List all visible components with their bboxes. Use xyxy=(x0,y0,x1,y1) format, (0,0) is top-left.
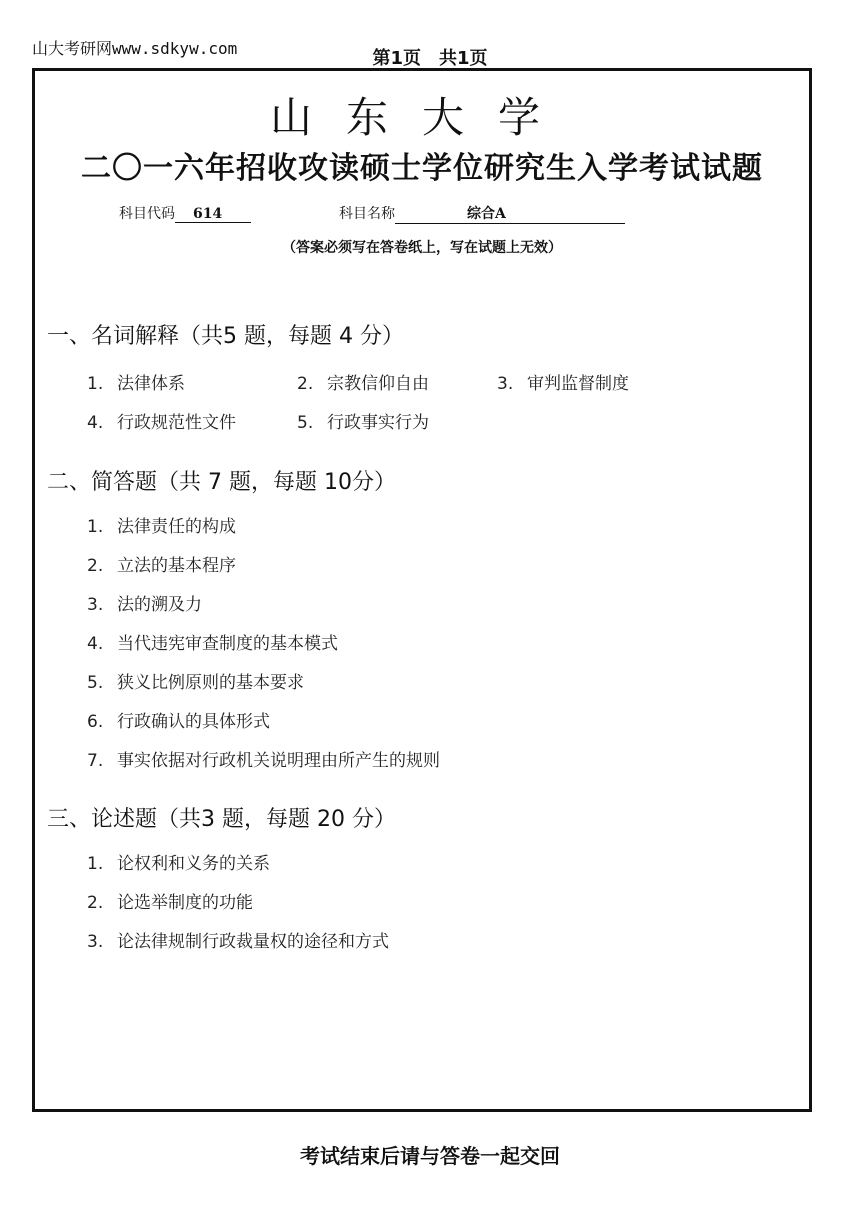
list-item xyxy=(87,629,338,654)
list-item xyxy=(87,512,236,537)
item-text: 宗教信仰自由 xyxy=(327,374,429,394)
item-number: 3. xyxy=(87,932,104,952)
item-text: 行政事实行为 xyxy=(327,413,429,433)
subject-code: 614 xyxy=(175,206,251,223)
list-item xyxy=(87,668,304,693)
item-number: 2. xyxy=(87,556,104,576)
item-text: 行政规范性文件 xyxy=(117,413,236,433)
item-number: 6. xyxy=(87,712,104,732)
exam-title: 二〇一六年招收攻读硕士学位研究生入学考试试题 xyxy=(81,151,763,186)
list-item xyxy=(87,551,236,576)
item-number: 1. xyxy=(87,374,104,394)
page-info: 第1页 共1页 xyxy=(372,48,488,69)
item-text: 论法律规制行政裁量权的途径和方式 xyxy=(117,932,389,952)
university-name: 山东大学 xyxy=(269,93,574,142)
section-title: 三、论述题（共3 题，每题 20 分） xyxy=(47,807,396,832)
item-text: 论权利和义务的关系 xyxy=(117,854,270,874)
item-number: 4. xyxy=(87,634,104,654)
exam-frame xyxy=(32,68,812,1112)
list-item xyxy=(87,746,440,771)
item-text: 行政确认的具体形式 xyxy=(117,712,270,732)
item-number: 5. xyxy=(297,413,314,433)
subject-code-label: 科目代码 xyxy=(119,206,175,222)
item-number: 3. xyxy=(87,595,104,615)
item-text: 当代违宪审查制度的基本模式 xyxy=(117,634,338,654)
item-number: 2. xyxy=(297,374,314,394)
footer-instruction: 考试结束后请与答卷一起交回 xyxy=(300,1144,560,1168)
subject-name-label: 科目名称 xyxy=(339,206,395,222)
item-text: 立法的基本程序 xyxy=(117,556,236,576)
list-item xyxy=(297,369,429,394)
item-number: 3. xyxy=(497,374,514,394)
answer-instruction: （答案必须写在答卷纸上，写在试题上无效） xyxy=(282,240,562,256)
item-number: 1. xyxy=(87,517,104,537)
list-item xyxy=(497,369,629,394)
list-item xyxy=(297,408,429,433)
item-number: 4. xyxy=(87,413,104,433)
item-text: 审判监督制度 xyxy=(527,374,629,394)
item-number: 2. xyxy=(87,893,104,913)
item-text: 论选举制度的功能 xyxy=(117,893,253,913)
list-item xyxy=(87,849,270,874)
item-number: 5. xyxy=(87,673,104,693)
section-title: 二、简答题（共 7 题，每题 10分） xyxy=(47,470,396,495)
list-item xyxy=(87,369,185,394)
list-item xyxy=(87,927,389,952)
section-title: 一、名词解释（共5 题，每题 4 分） xyxy=(47,324,404,349)
item-text: 法律体系 xyxy=(117,374,185,394)
list-item xyxy=(87,590,202,615)
list-item xyxy=(87,408,236,433)
site-watermark: 山大考研网www.sdkyw.com xyxy=(32,39,238,58)
item-text: 事实依据对行政机关说明理由所产生的规则 xyxy=(117,751,440,771)
item-number: 1. xyxy=(87,854,104,874)
list-item xyxy=(87,888,253,913)
item-number: 7. xyxy=(87,751,104,771)
subject-name: 综合A xyxy=(395,203,625,224)
item-text: 狭义比例原则的基本要求 xyxy=(117,673,304,693)
item-text: 法律责任的构成 xyxy=(117,517,236,537)
item-text: 法的溯及力 xyxy=(117,595,202,615)
subject-line xyxy=(119,203,625,224)
list-item xyxy=(87,707,270,732)
